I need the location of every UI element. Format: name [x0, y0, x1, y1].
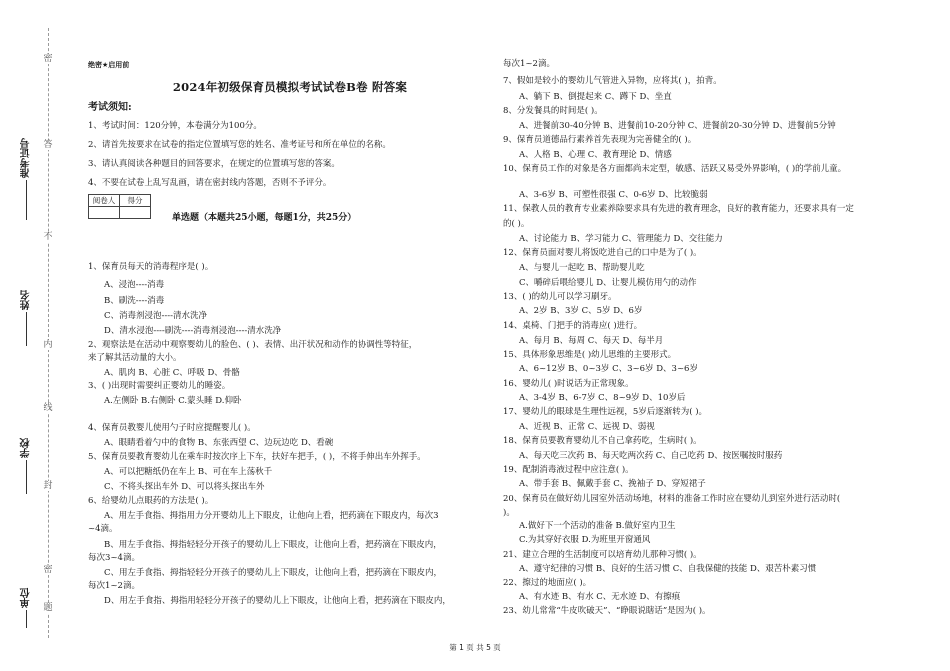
school-label: 学校 — [20, 438, 32, 458]
question-line: 8、分发餐具的时间是( )。 — [503, 106, 603, 116]
question-line: 2、观察法是在活动中观察婴幼儿的脸色、( )、表情、出汗状况和动作的协调性等特征， — [88, 340, 418, 350]
unit-label: 单位 — [20, 588, 32, 608]
seal-char: 答 — [43, 140, 53, 150]
page-footer: 第 1 页 共 5 页 — [449, 643, 501, 652]
answer-option-line: A、有水迹 B、有水 C、无水迹 D、有擦痕 — [519, 592, 681, 602]
notice-heading: 考试须知: — [88, 102, 132, 113]
answer-option-line: A.做好下一个活动的准备 B.做好室内卫生 — [519, 521, 676, 531]
answer-option-line: A、躺下 B、倒提起来 C、蹲下 D、坐直 — [519, 92, 672, 102]
question-line: )。 — [503, 508, 515, 518]
answer-option-line: C、用左手食指、拇指轻轻分开孩子的婴幼儿上下眼皮，让他向上看，把药滴在下眼皮内， — [104, 568, 443, 578]
answer-option-line: B、刷洗----消毒 — [104, 296, 165, 306]
binding-margin — [0, 0, 70, 671]
question-line: 20、保育员在做好幼儿园室外活动场地，材料的准备工作时应在婴幼儿到室外进行活动时( — [503, 494, 841, 504]
answer-option-line: A.左侧卧 B.右侧卧 C.蒙头睡 D.仰卧 — [104, 396, 242, 406]
unit-field — [16, 588, 36, 628]
name-label: 姓名 — [20, 290, 32, 310]
question-line: ~4滴。 — [88, 524, 118, 534]
answer-option-line: A、2岁 B、3岁 C、5岁 D、6岁 — [519, 306, 643, 316]
question-line: 11、保教人员的教育专业素养除要求具有先进的教育理念，良好的教育能力，还要求具有一定 — [503, 204, 854, 214]
question-line: 12、保育员面对婴儿将饭吃进自己的口中是为了( )。 — [503, 248, 702, 258]
answer-option-line: A、3-6岁 B、可塑性很强 C、0-6岁 D、比较脆弱 — [519, 190, 708, 200]
question-line: 6、给婴幼儿点眼药的方法是( )。 — [88, 496, 214, 506]
answer-option-line: A、近视 B、正常 C、远视 D、弱视 — [519, 422, 655, 432]
answer-option-line: A、与婴儿一起吃 B、帮助婴儿吃 — [519, 263, 645, 273]
school-underline[interactable] — [26, 460, 27, 494]
question-line: 14、桌椅、门把手的消毒应( )进行。 — [503, 321, 643, 331]
school-field — [16, 438, 36, 494]
answer-option-line: A、眼睛看着勺中的食物 B、东张西望 C、边玩边吃 D、看碗 — [104, 438, 334, 448]
question-line: 每次3~4滴。 — [88, 553, 140, 563]
question-line: 21、建立合理的生活制度可以培育幼儿那种习惯( )。 — [503, 550, 702, 560]
answer-option-line: A、3-4岁 B、6-7岁 C、8~9岁 D、10岁后 — [519, 393, 686, 403]
seal-char: 封 — [43, 481, 53, 491]
notice-item: 2、请首先按要求在试卷的指定位置填写您的姓名、准考证号和所在单位的名称。 — [88, 140, 391, 150]
question-line: 来了解其活动量的大小。 — [88, 353, 182, 363]
page-title: 2024年初级保育员模拟考试试卷B卷 附答案 — [172, 80, 408, 94]
answer-option-line: A、可以把糖纸仍在车上 B、可在车上荡秋千 — [104, 467, 273, 477]
answer-option-line: A、进餐前30-40分钟 B、进餐前10-20分钟 C、进餐前20-30分钟 D、进餐前5分钟 — [519, 121, 836, 131]
answer-option-line: A、用左手食指、拇指用力分开婴幼儿上下眼皮，让他向上看，把药滴在下眼皮内，每次3 — [104, 511, 439, 521]
score-box — [88, 194, 151, 219]
answer-option-line: C、消毒剂浸泡----清水洗净 — [104, 311, 207, 321]
answer-option-line: C、不将头探出车外 D、可以将头探出车外 — [104, 482, 265, 492]
seal-char: 内 — [43, 340, 53, 350]
question-line: 13、( )的幼儿可以学习刷牙。 — [503, 292, 617, 302]
question-line: 9、保育员道德品行素养首先表现为完善健全的( )。 — [503, 135, 697, 145]
question-line: 18、保育员要教育婴幼儿不自己拿药吃，生病时( )。 — [503, 436, 702, 446]
exam-number-underline[interactable] — [26, 180, 27, 220]
question-line: 4、保育员教婴儿使用勺子时应提醒婴儿( )。 — [88, 423, 256, 433]
secret-label: 绝密★启用前 — [88, 61, 130, 69]
question-line: 每次1~2滴。 — [88, 581, 140, 591]
answer-option-line: A、人格 B、心理 C、教育理论 D、情感 — [519, 150, 672, 160]
exam-number-field — [16, 138, 36, 220]
question-line: 1、保育员每天的消毒程序是( )。 — [88, 262, 214, 272]
answer-option-line: D、用左手食指、拇指用轻轻分开孩子的婴幼儿上下眼皮，让他向上看，把药滴在下眼皮内， — [104, 596, 451, 606]
answer-option-line: A、每月 B、每周 C、每天 D、每半月 — [519, 336, 664, 346]
answer-option-line: A、每天吃三次药 B、每天吃两次药 C、自己吃药 D、按医嘱按时服药 — [519, 451, 783, 461]
question-line: 的( )。 — [503, 219, 530, 229]
answer-option-line: B、用左手食指、拇指轻轻分开孩子的婴幼儿上下眼皮，让他向上看，把药滴在下眼皮内， — [104, 540, 442, 550]
name-underline[interactable] — [26, 312, 27, 346]
notice-item: 4、不要在试卷上乱写乱画，请在密封线内答题，否则不予评分。 — [88, 178, 332, 188]
notice-item: 1、考试时间：120分钟，本卷满分为100分。 — [88, 121, 262, 131]
answer-option-line: A、遵守纪律的习惯 B、良好的生活习惯 C、自我保健的技能 D、艰苦朴素习惯 — [519, 564, 817, 574]
unit-underline[interactable] — [26, 610, 27, 628]
answer-option-line: A、带手套 B、佩戴手套 C、挽袖子 D、穿短裙子 — [519, 479, 706, 489]
question-line: 每次1~2滴。 — [503, 59, 555, 69]
answer-option-line: D、清水浸泡----刷洗----消毒剂浸泡----清水洗净 — [104, 326, 282, 336]
seal-char: 密 — [43, 565, 53, 575]
seal-char: 题 — [43, 603, 53, 613]
exam-number-label: 准考证号 — [20, 138, 32, 178]
grader-label: 阅卷人 — [89, 195, 120, 207]
answer-option-line: C.为其穿好衣服 D.为班里开窗通风 — [519, 535, 651, 545]
question-line: 5、保育员要教育婴幼儿在乘车时按次序上下车，扶好车把手，( )，不将手伸出车外挥手。 — [88, 452, 426, 462]
seal-char: 密 — [43, 54, 53, 64]
score-label: 得分 — [120, 195, 151, 207]
question-line: 17、婴幼儿的眼球是生理性远视，5岁后逐渐转为( )。 — [503, 407, 708, 417]
seal-dashed-line — [48, 28, 49, 638]
section-heading: 单选题（本题共25小题，每题1分，共25分） — [172, 213, 357, 223]
answer-option-line: A、浸泡----消毒 — [104, 280, 165, 290]
answer-option-line: C、嚼碎后喂给婴儿 D、让婴儿模仿用勺的动作 — [519, 278, 697, 288]
seal-char: 线 — [43, 403, 53, 413]
score-cell[interactable] — [120, 207, 151, 219]
grader-cell[interactable] — [89, 207, 120, 219]
question-line: 19、配制消毒液过程中应注意( )。 — [503, 465, 634, 475]
question-line: 23、幼儿常常“牛皮吹破天”、“睁眼说瞎话”是因为( )。 — [503, 606, 711, 616]
answer-option-line: A、6~12岁 B、0~3岁 C、3~6岁 D、3~6岁 — [519, 364, 698, 374]
question-line: 10、保育员工作的对象是各方面都尚未定型，敏感、活跃又易受外界影响，( )的学前儿童。 — [503, 164, 847, 174]
question-line: 3、( )出现时需要纠正婴幼儿的睡姿。 — [88, 381, 231, 391]
name-field — [16, 290, 36, 346]
notice-item: 3、请认真阅读各种题目的回答要求，在规定的位置填写您的答案。 — [88, 159, 340, 169]
answer-option-line: A、讨论能力 B、学习能力 C、管理能力 D、交往能力 — [519, 234, 723, 244]
question-line: 22、擦过的地面应( )。 — [503, 578, 592, 588]
answer-option-line: A、肌肉 B、心脏 C、呼吸 D、骨骼 — [104, 368, 240, 378]
question-line: 7、假如是较小的婴幼儿气管进入异物，应将其( )，拍背。 — [503, 76, 722, 86]
question-line: 15、具体形象思维是( )幼儿思维的主要形式。 — [503, 350, 677, 360]
seal-char: 不 — [43, 232, 53, 242]
question-line: 16、婴幼儿( )时说话为正常现象。 — [503, 379, 634, 389]
